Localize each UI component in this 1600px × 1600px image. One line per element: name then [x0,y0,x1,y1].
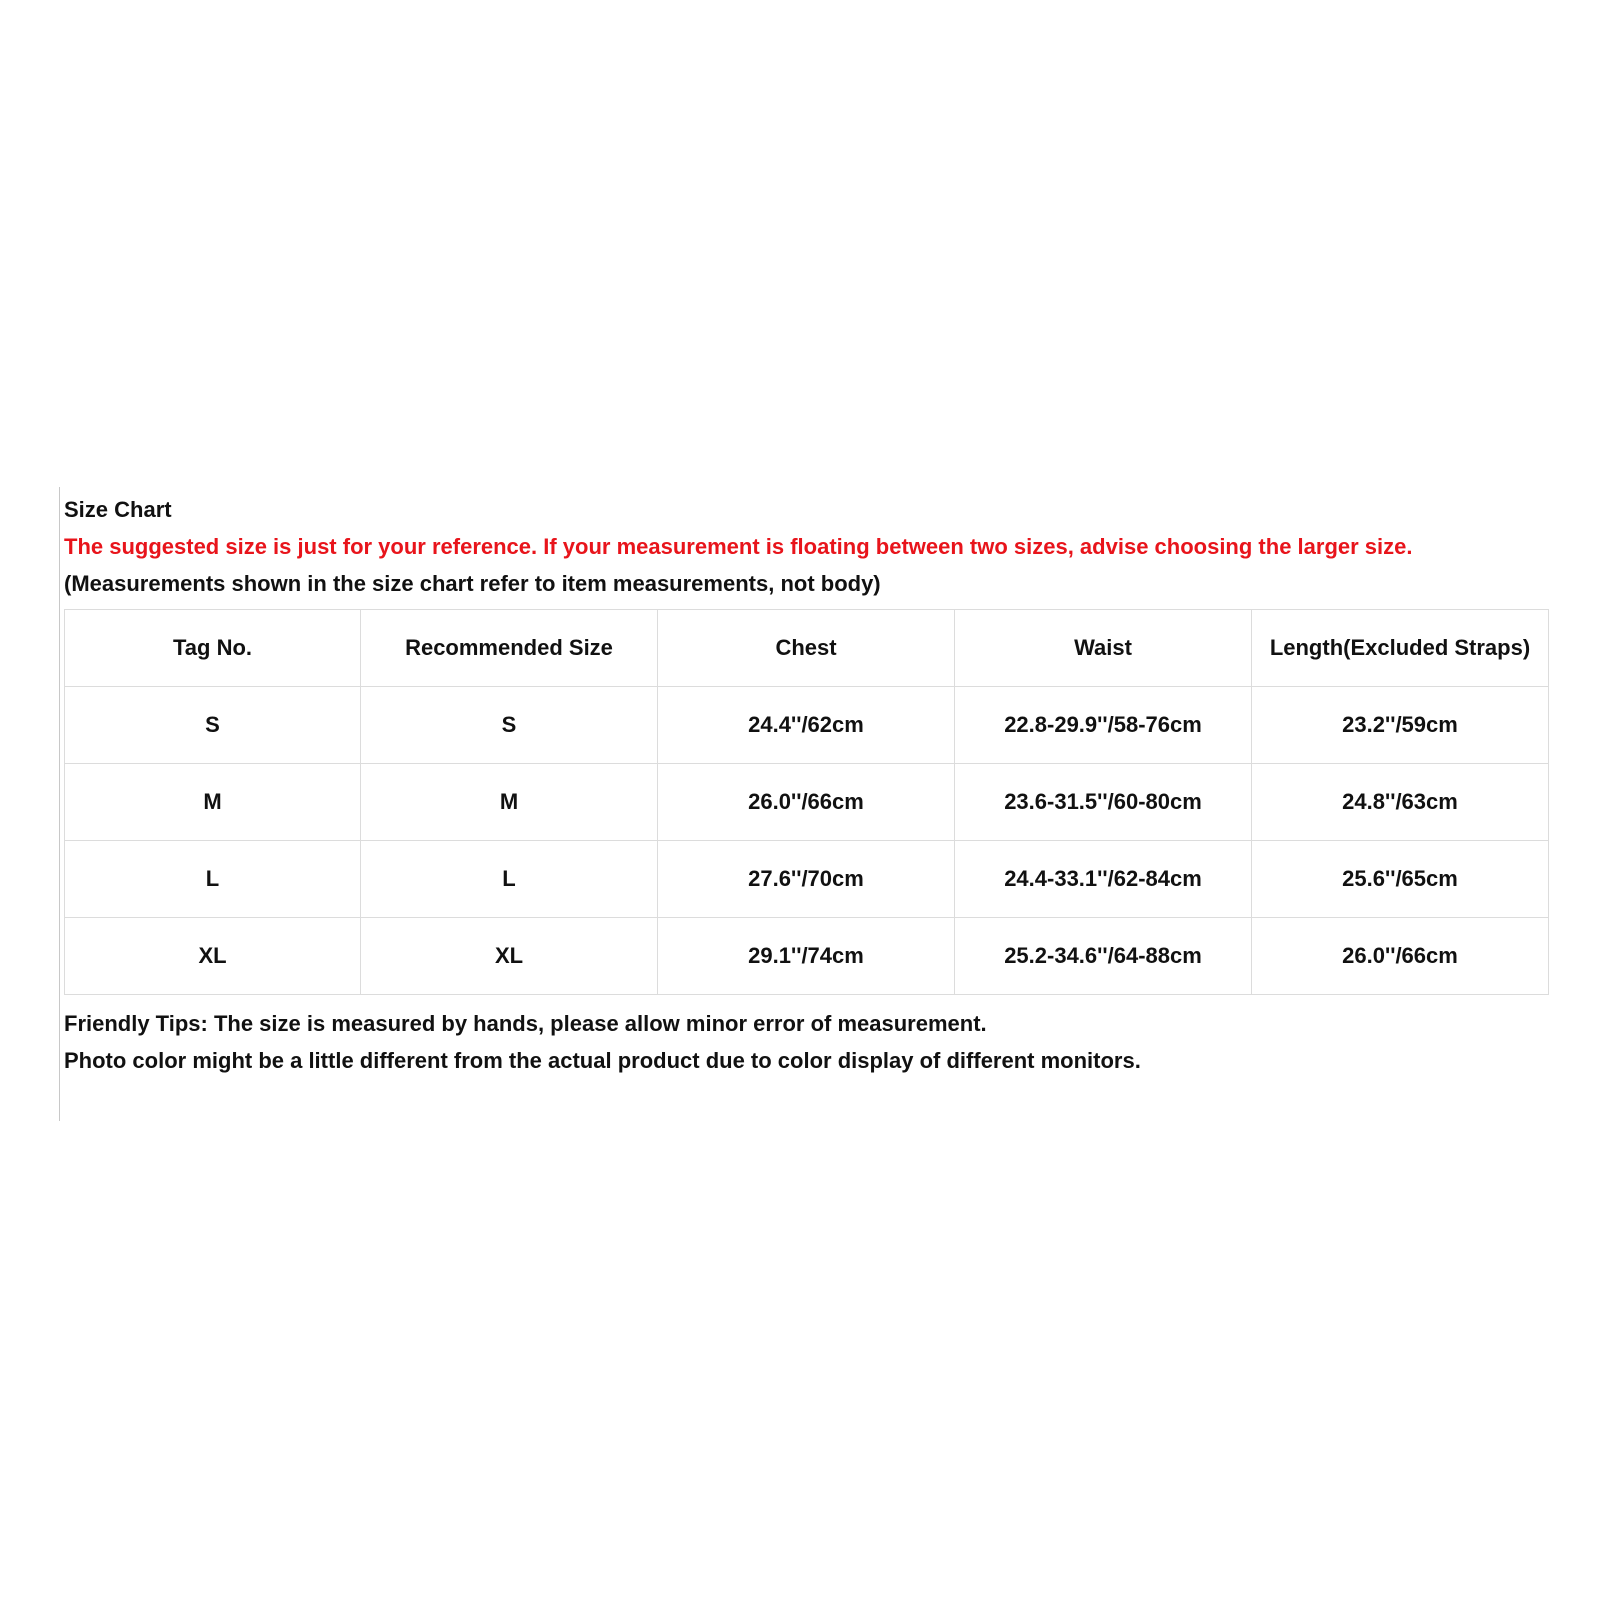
cell-recommended-size: XL [361,918,658,995]
size-table [64,609,1549,995]
size-chart-section [64,492,1554,1083]
friendly-tips [64,1009,1554,1076]
cell-recommended-size: L [361,841,658,918]
table-header-row [65,610,1549,687]
table-row [65,841,1549,918]
cell-length: 26.0''/66cm [1252,918,1549,995]
cell-waist: 23.6-31.5''/60-80cm [955,764,1252,841]
header-waist: Waist [955,610,1252,687]
cell-waist: 24.4-33.1''/62-84cm [955,841,1252,918]
left-divider [59,487,60,1121]
cell-tag-no: M [65,764,361,841]
cell-recommended-size: M [361,764,658,841]
measurement-note: (Measurements shown in the size chart refer to item measurements, not body) [64,571,881,596]
cell-chest: 24.4''/62cm [658,687,955,764]
header-length: Length(Excluded Straps) [1252,610,1549,687]
cell-chest: 26.0''/66cm [658,764,955,841]
cell-waist: 22.8-29.9''/58-76cm [955,687,1252,764]
page-title: Size Chart [64,497,172,522]
header-recommended-size: Recommended Size [361,610,658,687]
cell-waist: 25.2-34.6''/64-88cm [955,918,1252,995]
cell-length: 25.6''/65cm [1252,841,1549,918]
cell-chest: 27.6''/70cm [658,841,955,918]
size-notice: The suggested size is just for your reference. If your measurement is floating between two sizes, advise choosing the larger size. [64,534,1413,559]
header-chest: Chest [658,610,955,687]
cell-length: 23.2''/59cm [1252,687,1549,764]
cell-recommended-size: S [361,687,658,764]
cell-length: 24.8''/63cm [1252,764,1549,841]
table-row [65,687,1549,764]
tip-measurement: Friendly Tips: The size is measured by hands, please allow minor error of measurement. [64,1011,987,1036]
header-tag-no: Tag No. [65,610,361,687]
table-row [65,764,1549,841]
cell-tag-no: XL [65,918,361,995]
tip-photo-color: Photo color might be a little different from the actual product due to color display of different monitors. [64,1048,1141,1073]
cell-tag-no: L [65,841,361,918]
table-row [65,918,1549,995]
cell-tag-no: S [65,687,361,764]
cell-chest: 29.1''/74cm [658,918,955,995]
